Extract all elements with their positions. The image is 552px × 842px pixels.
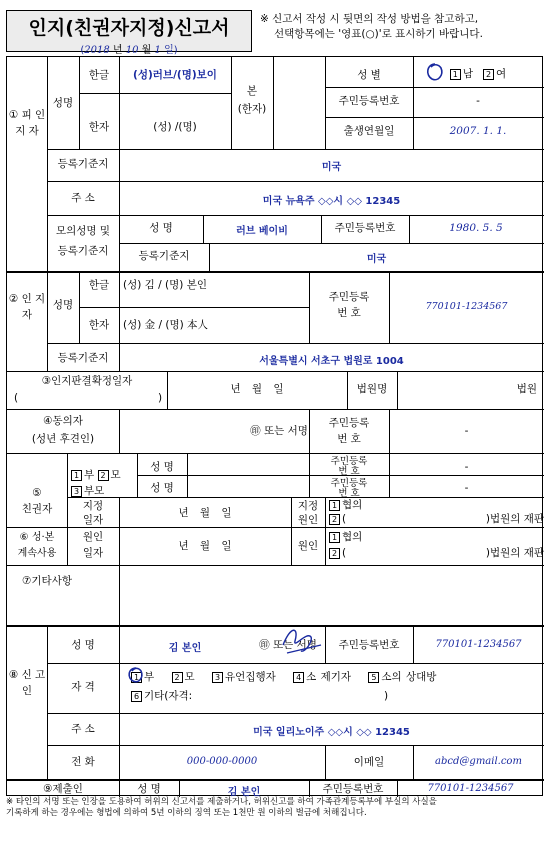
qual-box-2[interactable]: 2	[172, 672, 183, 683]
s5-label1: ⑤	[32, 487, 42, 499]
s1-hangul-label: 한글	[88, 69, 110, 81]
s1-name-label: 성명	[52, 97, 74, 109]
s3-court-label: 법원명	[356, 383, 388, 395]
s5-opt-row1[interactable]: 1 부 2 모	[67, 469, 143, 482]
s6-cause-date1: 원인	[82, 531, 104, 543]
qual-box-5[interactable]: 5	[368, 672, 379, 683]
s5-rrn1-label2: 번 호	[338, 466, 360, 477]
s8-qual-label: 자 격	[71, 681, 95, 693]
s6-date-value[interactable]: 년 월 일	[178, 540, 232, 552]
s8-qual-row1[interactable]: 1 부 2 모 3 유언집행자 4 소 제기자 5 소의 상대방	[119, 671, 552, 684]
form-title: 인지(친권자지정)신고서	[28, 17, 230, 39]
s4-rrn-label2: 번 호	[337, 433, 361, 445]
footer-warning: ※ 타인의 서명 또는 인장을 도용하여 허위의 신고서를 제출하거나, 허위신고를 하여 가족관계등록부에 부실의 사실을 기록하게 하는 경우에는 형법에 의하여 5년 이하의 징역 또는 1천만 원 이하의 벌금에 처해집니다.	[6, 797, 437, 818]
form-date: (2018 년 10 월 1 일)	[80, 45, 178, 56]
signature-mark-icon	[277, 623, 327, 657]
qual-box-1[interactable]: 1	[131, 672, 142, 683]
s8-address-value[interactable]: 미국 일리노이주 ◇◇시 ◇◇ 12345	[253, 727, 410, 738]
s2-rrn-label1: 주민등록	[328, 291, 370, 303]
s7-content-area[interactable]	[119, 565, 544, 625]
s5-cause-opt2[interactable]: 2 ( )법원의 재판	[325, 513, 544, 526]
sex-option-1-box[interactable]: 1	[450, 69, 461, 80]
s6-cause-opt1[interactable]: 1 협의	[325, 531, 548, 544]
s1-sex-options[interactable]: 1 남 2 여	[413, 68, 543, 81]
s7-label: ⑦기타사항	[22, 575, 72, 587]
s8-qual-row2[interactable]: 6 기타(자격: )	[119, 690, 411, 703]
s1-mother-label2: 등록기준지	[57, 245, 109, 257]
s2-registry-value[interactable]: 서울특별시 서초구 법원로 1004	[259, 356, 404, 367]
s2-rrn-value[interactable]: 770101-1234567	[425, 301, 508, 312]
s6-cause-opt2-box[interactable]: 2	[329, 548, 340, 559]
s6-cause-date2: 일자	[82, 547, 104, 559]
s5-cause-label1: 지정	[297, 500, 319, 512]
s6-label2: 계속사용	[17, 548, 57, 559]
s1-mother-name-value[interactable]: 러브 베이비	[236, 226, 288, 237]
s6-cause-label: 원인	[297, 540, 319, 552]
s5-opt1-box[interactable]: 1	[71, 470, 82, 481]
s5-date-value[interactable]: 년 월 일	[178, 507, 232, 519]
s1-hanja-label: 한자	[88, 121, 110, 133]
s1-bon-label: 본	[246, 85, 258, 97]
s8-name-label: 성 명	[71, 639, 95, 651]
s5-cause-opt2-box[interactable]: 2	[329, 514, 340, 525]
s1-rrn-label: 주민등록번호	[338, 95, 400, 107]
s3-date-value[interactable]: 년 월 일	[230, 383, 284, 395]
s5-opt-row2[interactable]: 3 부모	[67, 485, 143, 498]
s9-rrn-label: 주민등록번호	[322, 783, 384, 795]
s3-court-value[interactable]: 법원	[516, 383, 537, 395]
s5-rrn1-label1: 주민등록	[330, 456, 368, 467]
s8-phone-value[interactable]: 000-000-0000	[186, 756, 258, 767]
s1-mother-rrn-value[interactable]: 1980. 5. 5	[449, 222, 503, 234]
qual-box-4[interactable]: 4	[293, 672, 304, 683]
s6-cause-opt1-box[interactable]: 1	[329, 532, 340, 543]
circle-mark-icon	[125, 665, 147, 685]
s1-bon-sub: (한자)	[237, 103, 267, 115]
s3-label: ③인지판결확정일자	[41, 375, 133, 387]
s8-sign-label[interactable]: ㊞ 또는 서명	[259, 639, 317, 651]
s8-rrn-label: 주민등록번호	[338, 639, 400, 651]
s5-rrn2-label2: 번 호	[338, 488, 360, 499]
s5-rrn2-value[interactable]: -	[464, 482, 469, 494]
section2-label: ② 인 지 자	[8, 293, 46, 321]
s2-hangul-label: 한글	[88, 279, 110, 291]
s5-rrn2-label1: 주민등록	[330, 478, 368, 489]
sex-option-2-box[interactable]: 2	[483, 69, 494, 80]
s1-rrn-value[interactable]: -	[476, 95, 480, 107]
form-frame: ① 피 인 지 자 성명 한글 한자 (성)러브/(명)보이 (성) /(명) 본 (한자) 성 별 1 남 2 여 주민등록번호 - 출생연월일 2007. 1. 1. 등록기준지 미국 주 소 미국 뉴욕주 ◇◇시 ◇◇ 12345 모의성명 및 등록기준지 성 명 러브 베이비 주민등록번호 1980. 5. 5 등록기준지 미국 ② 인 지 자 성명 한글 한자 (성) 김 / (명) 본인 (성) 金 / (명) 本人 주민등록 번 호 770101-1234567 등록기준지 서울특별시 서초구 법원로 1004 ③인지판결확정일자 ( ) 년 월 일 법원명 법원 ④동의자 (성년 후견인) ㊞ 또는 서명 주민등록 번 호 - ⑤ 친권자 1 부 2 모 3 부모 성 명 성 명 주민등록 번 호 주민등록 번 호 - - 지정 일자 년 월 일 지정 원인 1 협의 2 ( )법원의 재판 ⑥ 성·본 계속사용 원인 일자 년 월 일 원인 1 협의 2 ( )법원의 재판 ⑦기타사항 ⑧ 신 고 인 성 명 김 본인 ㊞ 또는 서명 주민등록번호 770101-1234567 자 격 1 부 2 모 3 유언집행자 4 소 제기자 5 소의 상대방 6 기타(자격: ) 주 소 미국 일리노이주 ◇◇시 ◇◇ 12345 전 화 000-000-0000 이메일 abcd@gmail.com ⑨제출인 성 명 김 본인 주민등록번호 770101-1234567	[6, 56, 543, 796]
form-title-box	[6, 10, 252, 56]
s1-address-value[interactable]: 미국 뉴욕주 ◇◇시 ◇◇ 12345	[262, 196, 401, 207]
s5-cause-label2: 원인	[297, 514, 319, 526]
qual-box-3[interactable]: 3	[212, 672, 223, 683]
s5-cause-opt1-box[interactable]: 1	[329, 500, 340, 511]
s6-cause-opt2[interactable]: 2 ( )법원의 재판	[325, 547, 544, 560]
s5-name-label-2: 성 명	[150, 482, 174, 494]
s1-hanja-value[interactable]: (성) /(명)	[153, 121, 197, 133]
s2-hanja-label: 한자	[88, 319, 110, 331]
s8-address-label: 주 소	[71, 723, 95, 735]
s8-email-value[interactable]: abcd@gmail.com	[435, 756, 522, 767]
s1-birth-value[interactable]: 2007. 1. 1.	[449, 125, 507, 137]
s1-address-label: 주 소	[71, 192, 95, 204]
s5-desig-label2: 일자	[82, 514, 104, 526]
s1-registry-label: 등록기준지	[57, 158, 109, 170]
s5-cause-opt1[interactable]: 1 협의	[325, 499, 548, 512]
s9-name-value[interactable]: 김 본인	[227, 787, 261, 798]
s1-mother-rrn-label: 주민등록번호	[334, 222, 396, 234]
s5-name-label-1: 성 명	[150, 461, 174, 473]
s4-rrn-value[interactable]: -	[464, 425, 469, 437]
s1-mother-label1: 모의성명 및	[55, 225, 111, 237]
s9-rrn-value[interactable]: 770101-1234567	[427, 783, 514, 794]
s2-hanja-value[interactable]: (성) 金 / (명) 本人	[123, 319, 209, 331]
s6-label1: ⑥ 성·본	[19, 532, 55, 543]
s8-name-value[interactable]: 김 본인	[168, 643, 202, 654]
s5-opt3-box[interactable]: 3	[71, 486, 82, 497]
s1-hangul-value[interactable]: (성)러브/(명)보이	[133, 69, 217, 81]
s5-desig-label1: 지정	[82, 500, 104, 512]
s4-label2: (성년 후견인)	[31, 433, 95, 445]
s4-label1: ④동의자	[43, 415, 83, 427]
s4-sign-label[interactable]: ㊞ 또는 서명	[250, 425, 308, 437]
s8-phone-label: 전 화	[71, 756, 95, 768]
s1-registry-value[interactable]: 미국	[321, 162, 342, 173]
s1-mother-reg-value[interactable]: 미국	[366, 254, 387, 265]
s4-rrn-label1: 주민등록	[328, 417, 370, 429]
circle-mark-icon	[423, 61, 447, 83]
s2-rrn-label2: 번 호	[337, 307, 361, 319]
qual-box-6[interactable]: 6	[131, 691, 142, 702]
s2-name-label: 성명	[52, 299, 74, 311]
s1-mother-reg-label: 등록기준지	[138, 250, 190, 262]
section8-label: ⑧ 신 고 인	[8, 669, 46, 697]
s1-mother-name-label: 성 명	[149, 222, 173, 234]
s8-email-label: 이메일	[353, 756, 385, 768]
s8-rrn-value[interactable]: 770101-1234567	[435, 639, 522, 650]
s5-rrn1-value[interactable]: -	[464, 461, 469, 473]
s2-registry-label: 등록기준지	[57, 352, 109, 364]
form-note: ※ 신고서 작성 시 뒷면의 작성 방법을 참고하고, 선택항목에는 '영표(○)'로 표시하기 바랍니다.	[260, 13, 483, 40]
s1-sex-label: 성 별	[357, 69, 381, 81]
s1-birth-label: 출생연월일	[343, 125, 395, 137]
s9-name-label: 성 명	[137, 783, 161, 795]
s5-label2: 친권자	[21, 503, 53, 515]
section1-label: ① 피 인 지 자	[8, 109, 46, 137]
s2-hangul-value[interactable]: (성) 김 / (명) 본인	[123, 279, 207, 291]
s9-label: ⑨제출인	[43, 783, 83, 795]
s5-opt2-box[interactable]: 2	[98, 470, 109, 481]
